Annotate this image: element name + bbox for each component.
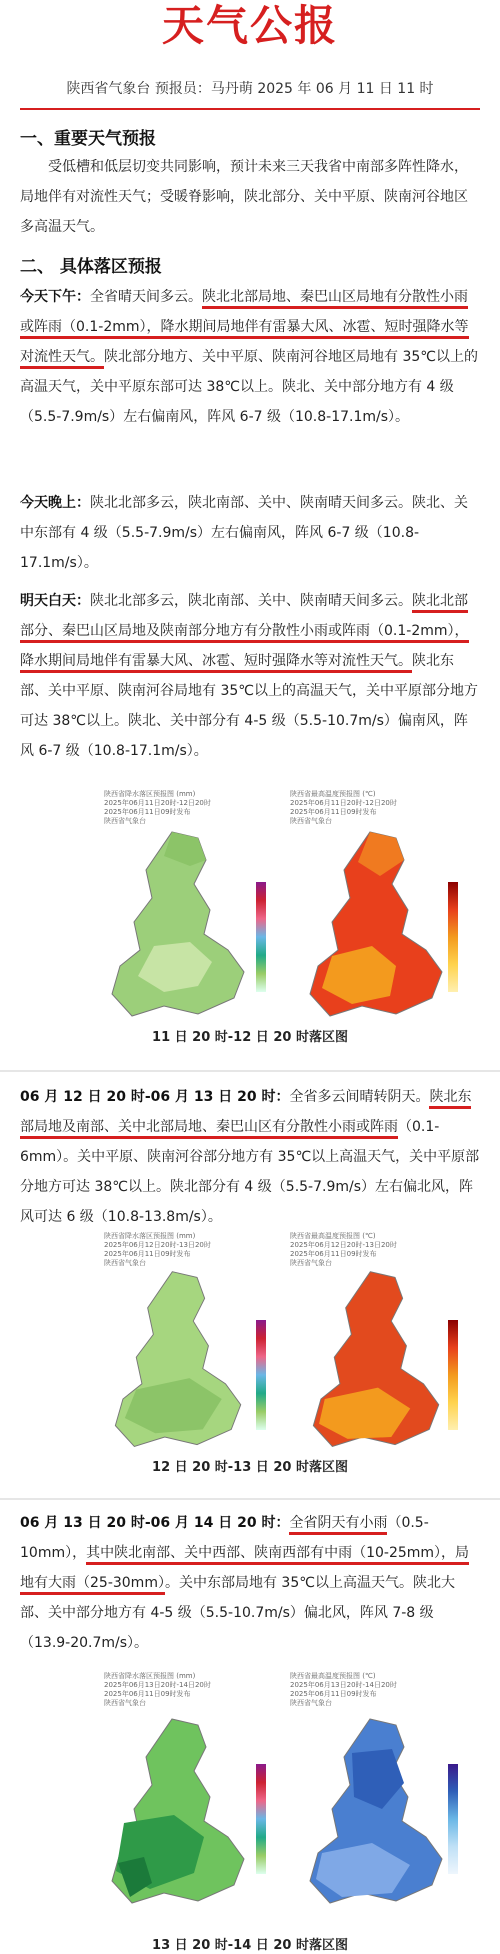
map-header-precip: 陕西省降水落区预报图 (mm) 2025年06月11日20时-12日20时 2025年06月11日09时发布 陕西省气象台 (104, 790, 211, 825)
period-label: 明天白天： (20, 593, 90, 609)
text: 陕北北部多云，陕北南部、关中、陕南晴天间多云。 (90, 593, 412, 609)
figure-caption: 11 日 20 时-12 日 20 时落区图 (152, 1030, 348, 1045)
precip-legend (256, 1764, 266, 1874)
paragraph-tomorrow (20, 586, 480, 766)
period-label: 今天下午： (20, 289, 90, 305)
period-label: 今天晚上： (20, 495, 90, 511)
temperature-map-icon (292, 1708, 462, 1918)
issuer-meta: 陕西省气象台 预报员：马丹萌 2025 年 06 月 11 日 11 时 (66, 81, 434, 97)
precip-legend (256, 882, 266, 992)
section-divider (0, 1498, 500, 1500)
section-heading-details: 二、 具体落区预报 (20, 257, 162, 277)
text: 全省晴天间多云。 (90, 289, 202, 305)
figure-3 (0, 1668, 500, 1954)
paragraph-period-2 (20, 1082, 480, 1232)
figure-caption: 12 日 20 时-13 日 20 时落区图 (152, 1460, 348, 1475)
precipitation-map-icon (94, 826, 264, 1026)
highlighted-text: 其中陕北南部、关中西部、陕南西部有中雨（10-25mm），局地有大雨（25-30mm） (20, 1545, 469, 1595)
temperature-map-icon (292, 826, 462, 1026)
period-label: 06 月 12 日 20 时-06 月 13 日 20 时： (20, 1089, 290, 1105)
wind-legend (448, 1764, 458, 1874)
text: 陕北东部、关中平原、陕南河谷局地有 35℃以上的高温天气，关中平原部分地方可达 38℃以上。陕北、关中部分有 4-5 级（5.5-10.7m/s）偏南风，阵风 6-7 级（10.8-17.1m/s）。 (20, 653, 478, 759)
highlighted-text: 全省阴天有小雨 (289, 1515, 387, 1535)
text: 全省多云间晴转阴天。 (289, 1089, 430, 1105)
highlighted-text: 陕北北部部分、秦巴山区局地及陕南部分地方有分散性小雨或阵雨（0.1-2mm），降水期间局地伴有雷暴大风、冰雹、短时强降水等对流性天气。 (20, 593, 469, 673)
highlighted-text: 陕北北部局地、秦巴山区局地有分散性小雨或阵雨（0.1-2mm），降水期间局地伴有雷暴大风、冰雹、短时强降水等对流性天气。 (20, 289, 469, 369)
map-header-temp: 陕西省最高温度预报图 (℃) 2025年06月11日20时-12日20时 2025年06月11日09时发布 陕西省气象台 (290, 790, 397, 825)
precip-legend (256, 1320, 266, 1430)
paragraph-today-afternoon (20, 282, 480, 432)
map-header-precip: 陕西省降水落区预报图 (mm) 2025年06月12日20时-13日20时 2025年06月11日09时发布 陕西省气象台 (104, 1232, 211, 1267)
text: （0.1-6mm）。关中平原、陕南河谷部分地方有 35℃以上高温天气，关中平原部分地方可达 38℃以上。陕北部分有 4 级（5.5-7.9m/s）左右偏北风，阵风可达 6 级（10.8-13.8m/s）。 (20, 1119, 480, 1225)
temp-legend (448, 1320, 458, 1430)
map-header-precip: 陕西省降水落区预报图 (mm) 2025年06月13日20时-14日20时 2025年06月11日09时发布 陕西省气象台 (104, 1672, 211, 1707)
precipitation-map-icon (94, 1266, 264, 1456)
figure-2 (0, 1228, 500, 1478)
section-important-text: 受低槽和低层切变共同影响，预计未来三天我省中南部多阵性降水，局地伴有对流性天气；受暖脊影响，陕北部分、关中平原、陕南河谷地区多高温天气。 (20, 159, 468, 235)
figure-1 (0, 782, 500, 1052)
text: 陕北北部多云，陕北南部、关中、陕南晴天间多云。陕北、关中东部有 4 级（5.5-7.9m/s）左右偏南风，阵风 6-7 级（10.8-17.1m/s）。 (20, 495, 468, 571)
map-header-temp: 陕西省最高温度预报图 (℃) 2025年06月13日20时-14日20时 2025年06月11日09时发布 陕西省气象台 (290, 1672, 397, 1707)
period-label: 06 月 13 日 20 时-06 月 14 日 20 时： (20, 1515, 290, 1531)
paragraph-tonight (20, 488, 480, 578)
paragraph-period-3 (20, 1508, 480, 1658)
page-title: 天气公报 (161, 1, 338, 50)
text: 陕北部分地方、关中平原、陕南河谷地区局地有 35℃以上的高温天气，关中平原东部可达 38℃以上。陕北、关中部分地方有 4 级（5.5-7.9m/s）左右偏南风，阵风 6-7 级（10.8-17.1m/s）。 (20, 349, 478, 425)
map-header-temp: 陕西省最高温度预报图 (℃) 2025年06月12日20时-13日20时 2025年06月11日09时发布 陕西省气象台 (290, 1232, 397, 1267)
figure-caption: 13 日 20 时-14 日 20 时落区图 (152, 1938, 348, 1953)
precipitation-map-icon (94, 1708, 264, 1918)
section-heading-important: 一、重要天气预报 (20, 129, 156, 149)
text: （0.5-10mm）， (20, 1515, 429, 1561)
title-rule (20, 108, 480, 110)
temp-legend (448, 882, 458, 992)
text: 。关中东部局地有 35℃以上高温天气。陕北大部、关中部分地方有 4-5 级（5.5-10.7m/s）偏北风，阵风 7-8 级（13.9-20.7m/s）。 (20, 1575, 455, 1651)
temperature-map-icon (292, 1266, 462, 1456)
section-divider (0, 1070, 500, 1072)
highlighted-text: 陕北东部局地及南部、关中北部局地、秦巴山区有分散性小雨或阵雨 (20, 1089, 471, 1139)
